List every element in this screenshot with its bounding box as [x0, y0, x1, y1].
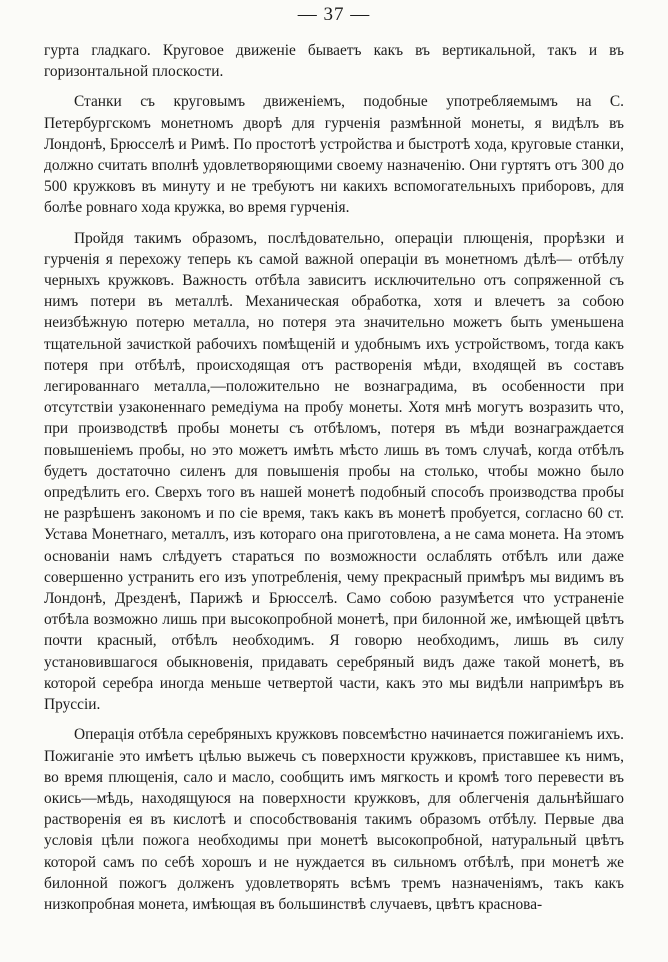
paragraph-4: Операція отбѣла серебряныхъ кружковъ повсемѣстно начинается пожиганіемъ ихъ. Пожиганіе это имѣетъ цѣлью выжечь съ поверхности кружковъ, приставшее къ нимъ, во время плющенія, сало и масло, сообщить имъ мягкость и кромѣ того перевести въ окись—мѣдь, находящуюся на поверхности кружковъ, для облегченія дальнѣйшаго растворенія ея въ кислотѣ и способствованія такимъ образомъ отбѣлу. Первые два условія цѣли пожога необходимы при монетѣ высокопробной, натуральный цвѣтъ которой самъ по себѣ хорошъ и не нуждается въ сильномъ отбѣлѣ, при монетѣ же билонной пожогъ долженъ удовлетворять всѣмъ тремъ назначеніямъ, такъ какъ низкопробная монета, имѣющая въ большинствѣ случаевъ, цвѣтъ краснова-	[44, 726, 624, 913]
paragraph-1: гурта гладкаго. Круговое движеніе бываетъ какъ въ вертикальной, такъ и въ горизонтальной плоскости.	[44, 42, 624, 81]
paragraph-3: Пройдя такимъ образомъ, послѣдовательно, операціи плющенія, прорѣзки и гурченія я перехожу теперь къ самой важной операціи въ монетномъ дѣлѣ— отбѣлу черныхъ кружковъ. Важность отбѣла зависитъ исключительно отъ сопряженной съ нимъ потери въ металлѣ. Механическая обработка, хотя и влечетъ за собою неизбѣжную потерю металла, но потеря эта значительно можетъ быть уменьшена тщательной зачисткой рабочихъ помѣщеній и удобнымъ ихъ устройствомъ, тогда какъ потеря при отбѣлѣ, происходящая отъ растворенія мѣди, входящей въ составъ легированнаго металла,—положительно не вознаградима, въ особенности при отсутствіи узаконеннаго ремедіума на пробу монеты. Хотя мнѣ могутъ возразить что, при производствѣ пробы монеты съ отбѣломъ, потеря въ мѣди вознаграждается повышеніемъ пробы, но это можетъ имѣть мѣсто лишь въ томъ случаѣ, когда отбѣлъ будетъ достаточно силенъ для повышенія пробы на столько, чтобы можно было опредѣлить его. Сверхъ того въ нашей монетѣ подобный способъ производства пробы не разрѣшенъ закономъ и по сіе время, такъ какъ въ монетѣ пробуется, согласно 60 ст. Устава Монетнаго, металлъ, изъ котораго она приготовлена, а не сама монета. На этомъ основаніи намъ слѣдуетъ стараться по возможности ослаблять отбѣлъ или даже совершенно устранить его изъ употребленія, чему прекрасный примѣръ мы видимъ въ Лондонѣ, Дрезденѣ, Парижѣ и Брюсселѣ. Само собою разумѣется что устраненіе отбѣла возможно лишь при высокопробной монетѣ, при билонной же, имѣющей цвѣтъ почти красный, отбѣлъ необходимъ. Я говорю необходимъ, лишь въ силу установившагося обыкновенія, придавать серебряный видъ даже такой монетѣ, въ которой серебра иногда меньше четвертой части, какъ это мы видѣли напримѣръ въ Пруссіи.	[44, 229, 624, 714]
paragraph-2: Станки съ круговымъ движеніемъ, подобные употребляемымъ на С. Петербургскомъ монетномъ дворѣ для гурченія размѣнной монеты, я видѣлъ въ Лондонѣ, Брюсселѣ и Римѣ. По простотѣ устройства и быстротѣ хода, круговые станки, должно считать вполнѣ удовлетворяющими своему назначенію. Они гуртятъ отъ 300 до 500 кружковъ въ минуту и не требуютъ ни какихъ вспомогательныхъ приборовъ, для болѣе ровнаго хода кружка, во время гурченія.	[44, 93, 624, 217]
body-text	[44, 40, 624, 915]
page-number: — 37 —	[297, 4, 371, 25]
